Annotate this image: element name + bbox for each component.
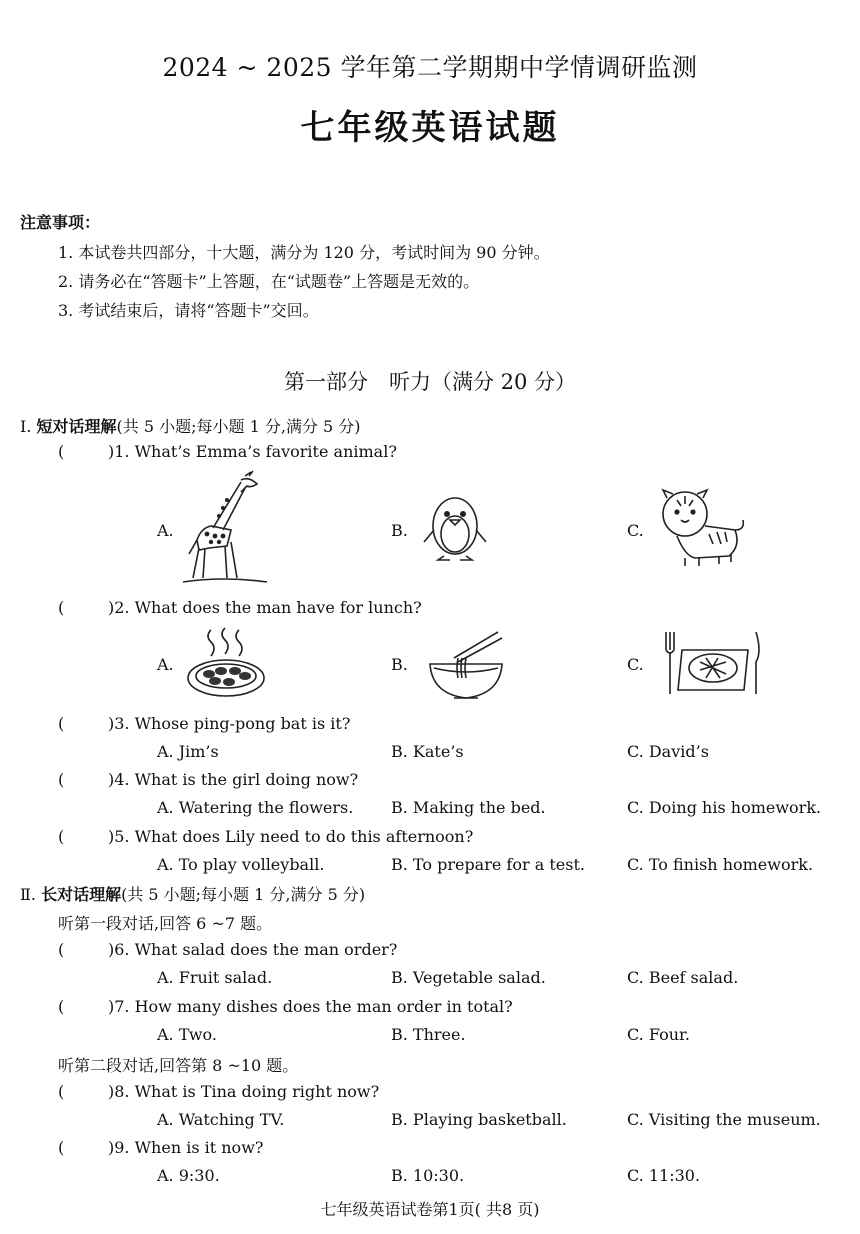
option-label: C. — [627, 521, 644, 540]
question-stem — [58, 1138, 263, 1157]
dumplings-icon — [185, 626, 267, 700]
question-text: )7. How many dishes does the man order in total? — [108, 997, 513, 1016]
answer-paren: ( — [58, 598, 65, 617]
option-a: A. Watching TV. — [157, 1110, 285, 1129]
question-text: )3. Whose ping-pong bat is it? — [108, 714, 351, 733]
note-item: 3. 考试结束后，请将“答题卡”交回。 — [58, 301, 319, 320]
question-text: )1. What’s Emma’s favorite animal? — [108, 442, 397, 461]
option-label: C. — [627, 655, 644, 674]
answer-paren: ( — [58, 827, 65, 846]
answer-paren: ( — [58, 997, 65, 1016]
question-stem — [58, 1082, 379, 1101]
noodles-icon — [424, 628, 508, 702]
question-stem — [58, 940, 397, 959]
giraffe-icon — [183, 470, 269, 586]
question-stem — [58, 770, 358, 789]
option-a: A. Fruit salad. — [157, 968, 273, 987]
option-b: B. To prepare for a test. — [391, 855, 585, 874]
answer-paren: ( — [58, 442, 65, 461]
question-text: )6. What salad does the man order? — [108, 940, 398, 959]
answer-paren: ( — [58, 770, 65, 789]
question-stem — [58, 997, 513, 1016]
option-b: B. Vegetable salad. — [391, 968, 546, 987]
question-text: )8. What is Tina doing right now? — [108, 1082, 380, 1101]
question-stem — [58, 714, 350, 733]
option-c: C. Doing his homework. — [627, 798, 822, 817]
section-name: 短对话理解 — [36, 417, 117, 436]
question-text: )5. What does Lily need to do this afternoon? — [108, 827, 474, 846]
exam-title: 2024 ~ 2025 学年第二学期期中学情调研监测 — [162, 53, 698, 82]
question-stem — [58, 442, 397, 461]
question-text: )2. What does the man have for lunch? — [108, 598, 422, 617]
option-c: C. Visiting the museum. — [627, 1110, 821, 1129]
option-b: B. Playing basketball. — [391, 1110, 567, 1129]
tiger-icon — [655, 486, 747, 568]
option-a: A. To play volleyball. — [157, 855, 325, 874]
option-label: A. — [157, 655, 174, 674]
option-b: B. 10:30. — [391, 1166, 465, 1185]
option-label: B. — [391, 655, 408, 674]
dialog-instruction: 听第一段对话,回答 6 ~7 题。 — [58, 914, 273, 933]
section-name: 长对话理解 — [41, 885, 122, 904]
option-a: A. Two. — [157, 1025, 217, 1044]
section-desc: (共 5 小题;每小题 1 分,满分 5 分) — [121, 885, 366, 904]
answer-paren: ( — [58, 940, 65, 959]
page-footer: 七年级英语试卷第1页( 共8 页) — [320, 1200, 540, 1219]
note-item: 1. 本试卷共四部分，十大题，满分为 120 分，考试时间为 90 分钟。 — [58, 243, 550, 262]
option-a: A. 9:30. — [157, 1166, 220, 1185]
option-a: A. Jim’s — [157, 742, 219, 761]
answer-paren: ( — [58, 1082, 65, 1101]
answer-paren: ( — [58, 1138, 65, 1157]
section-heading — [20, 882, 365, 905]
question-stem — [58, 598, 422, 617]
notes-heading: 注意事项： — [20, 213, 101, 232]
section-heading — [20, 414, 361, 437]
option-c: C. Four. — [627, 1025, 690, 1044]
option-a: A. Watering the flowers. — [157, 798, 354, 817]
section-desc: (共 5 小题;每小题 1 分,满分 5 分) — [116, 417, 361, 436]
question-text: )9. When is it now? — [108, 1138, 264, 1157]
exam-subtitle: 七年级英语试题 — [300, 108, 560, 148]
section-numeral: Ⅰ. — [20, 417, 32, 436]
steak-plate-icon — [660, 630, 764, 696]
section-numeral: Ⅱ. — [20, 885, 36, 904]
note-item: 2. 请务必在“答题卡”上答题，在“试题卷”上答题是无效的。 — [58, 272, 480, 291]
option-b: B. Kate’s — [391, 742, 464, 761]
penguin-icon — [420, 490, 490, 562]
option-label: B. — [391, 521, 408, 540]
option-c: C. To finish homework. — [627, 855, 814, 874]
option-label: A. — [157, 521, 174, 540]
part-title: 第一部分 听力（满分 20 分） — [283, 370, 577, 394]
question-text: )4. What is the girl doing now? — [108, 770, 359, 789]
answer-paren: ( — [58, 714, 65, 733]
option-c: C. Beef salad. — [627, 968, 739, 987]
option-c: C. David’s — [627, 742, 709, 761]
option-b: B. Making the bed. — [391, 798, 546, 817]
dialog-instruction: 听第二段对话,回答第 8 ~10 题。 — [58, 1056, 299, 1075]
option-c: C. 11:30. — [627, 1166, 701, 1185]
option-b: B. Three. — [391, 1025, 466, 1044]
question-stem — [58, 827, 473, 846]
